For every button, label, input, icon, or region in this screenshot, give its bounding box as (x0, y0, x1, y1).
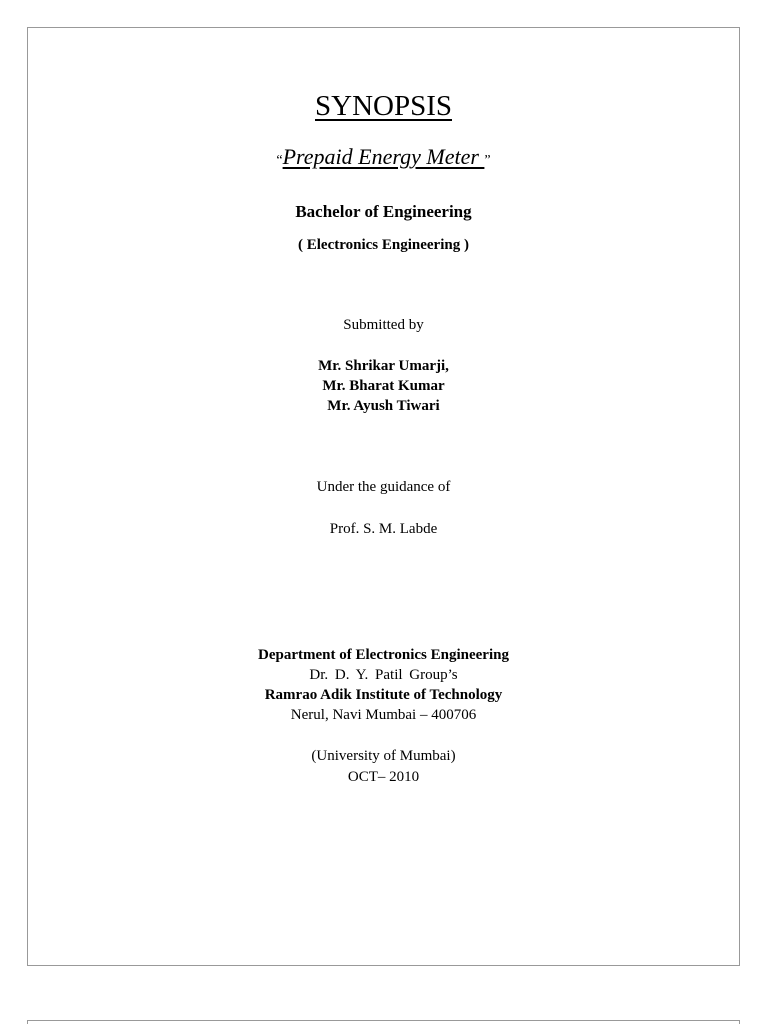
next-page (27, 1020, 740, 1024)
submission-date: OCT– 2010 (347, 769, 420, 785)
project-title (28, 146, 739, 168)
university-name: (University of Mumbai) (311, 748, 456, 764)
group-name: Dr. D. Y. Patil Group’s (309, 667, 458, 683)
project-title-text: Prepaid Energy Meter (282, 144, 485, 169)
guidance-label: Under the guidance of (316, 479, 451, 495)
institute-name: Ramrao Adik Institute of Technology (264, 687, 503, 703)
degree-name: Bachelor of Engineering (295, 202, 472, 221)
department-name: Department of Electronics Engineering (258, 647, 509, 663)
guide-name: Prof. S. M. Labde (329, 521, 438, 537)
open-quote: “ (276, 153, 283, 168)
student-name: Mr. Bharat Kumar (322, 378, 445, 394)
document-page (27, 27, 740, 966)
document-title: SYNOPSIS (315, 90, 452, 122)
student-name: Mr. Shrikar Umarji, (318, 358, 449, 374)
institute-address: Nerul, Navi Mumbai – 400706 (290, 707, 477, 723)
close-quote: ” (484, 153, 491, 168)
student-name: Mr. Ayush Tiwari (327, 398, 440, 414)
branch-name: ( Electronics Engineering ) (298, 237, 469, 253)
submitted-by-label: Submitted by (343, 317, 424, 333)
